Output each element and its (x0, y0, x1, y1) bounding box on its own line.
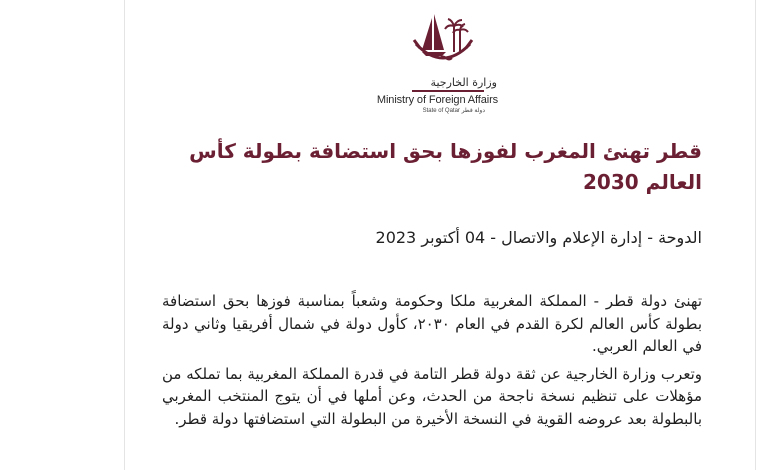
ministry-logo (360, 76, 515, 116)
state-of-qatar-label (360, 107, 515, 116)
qatar-emblem-icon (410, 10, 476, 72)
ministry-name-ar: وزارة الخارجية (430, 76, 497, 89)
dateline: الدوحة - إدارة الإعلام والاتصال - 04 أكتوبر 2023 (375, 228, 702, 247)
ministry-name-en: Ministry of Foreign Affairs (376, 94, 499, 106)
state-label-en: State of Qatar (422, 108, 460, 114)
article-body (162, 290, 702, 435)
paragraph: وتعرب وزارة الخارجية عن ثقة دولة قطر التامة في قدرة المملكة المغربية بما تملكه من مؤهلات على تنظيم نسخة ناجحة من الحدث، وعن أملها في أن يتوج المنتخب المغربي بالبطولة بعد عروضه القوية في النسخة الأخيرة من البطولة التي استضافتها دولة قطر. (162, 364, 702, 428)
logo-divider (412, 90, 484, 92)
state-label-ar: دولة قطر (461, 108, 485, 114)
page-title: قطر تهنئ المغرب لفوزها بحق استضافة بطولة كأس العالم 2030 (189, 139, 702, 194)
paragraph: تهنئ دولة قطر - المملكة المغربية ملكا وحكومة وشعباً بمناسبة فوزها بحق استضافة بطولة كأس العالم لكرة القدم في العام ٢٠٣٠، كأول دولة في شمال أفريقيا وثاني دولة في العالم العربي. (162, 292, 702, 355)
